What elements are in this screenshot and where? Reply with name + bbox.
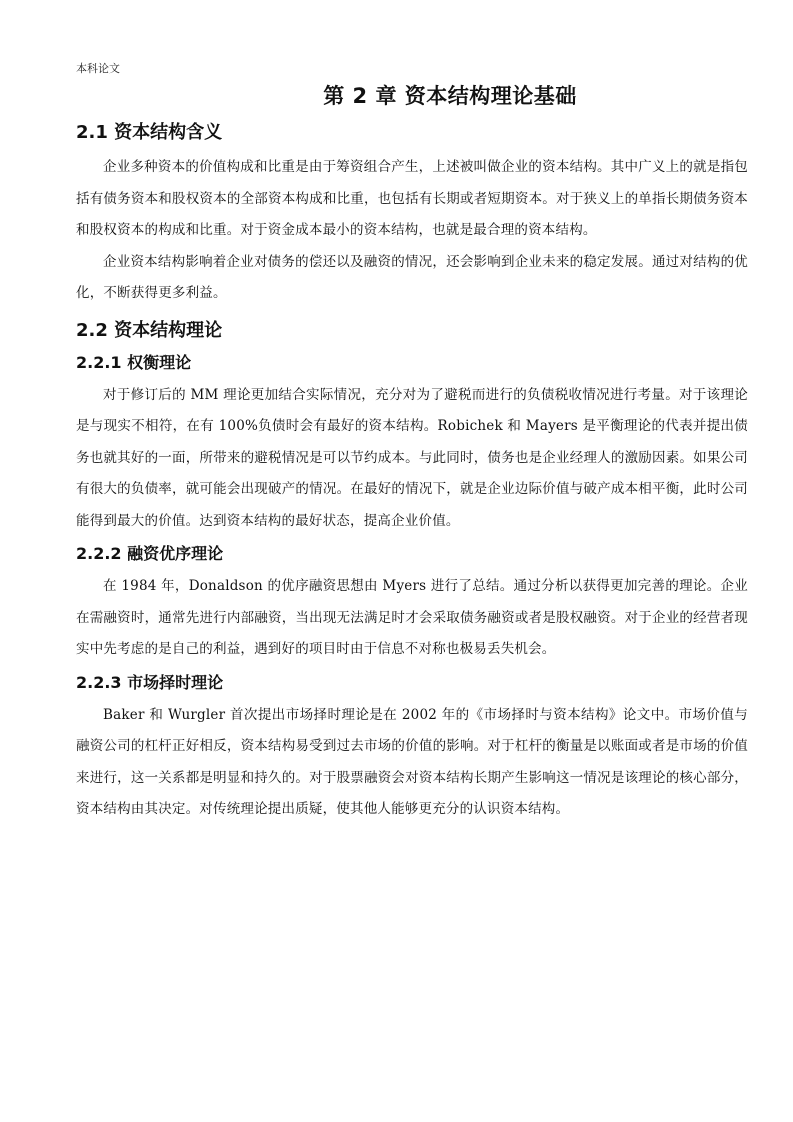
section-heading-2-1: 2.1 资本结构含义 <box>76 122 223 143</box>
paragraph: 企业多种资本的价值构成和比重是由于筹资组合产生，上述被叫做企业的资本结构。其中广义上的就是指包括有债务资本和股权资本的全部资本构成和比重，也包括有长期或者短期资本。对于狭义上的单指长期债务资本和股权资本的构成和比重。对于资金成本最小的资本结构，也就是最合理的资本结构。 <box>76 159 748 238</box>
paragraph: 企业资本结构影响着企业对债务的偿还以及融资的情况，还会影响到企业未来的稳定发展。通过对结构的优化，不断获得更多利益。 <box>76 253 748 301</box>
section-heading-2-2: 2.2 资本结构理论 <box>76 319 223 341</box>
subsection-heading-2-2-1: 2.2.1 权衡理论 <box>76 352 192 372</box>
chapter-title: 第 2 章 资本结构理论基础 <box>323 84 577 108</box>
paragraph: 在 1984 年，Donaldson 的优序融资思想由 Myers 进行了总结。通过分析以获得更加完善的理论。企业在需融资时，通常先进行内部融资，当出现无法满足时才会采取债务融资或者是股权融资。对于企业的经营者现实中先考虑的是自己的利益，遇到好的项目时由于信息不对称也极易丢失机会。 <box>76 578 748 657</box>
running-header: 本科论文 <box>76 62 120 75</box>
page-content <box>76 80 748 826</box>
subsection-heading-2-2-2: 2.2.2 融资优序理论 <box>76 544 224 563</box>
paragraph: Baker 和 Wurgler 首次提出市场择时理论是在 2002 年的《市场择时与资本结构》论文中。市场价值与融资公司的杠杆正好相反，资本结构易受到过去市场的价值的影响。对于杠杆的衡量是以账面或者是市场的价值来进行，这一关系都是明显和持久的。对于股票融资会对资本结构长期产生影响这一情况是该理论的核心部分，资本结构由其决定。对传统理论提出质疑，使其他人能够更充分的认识资本结构。 <box>76 706 748 817</box>
subsection-heading-2-2-3: 2.2.3 市场择时理论 <box>76 672 224 692</box>
paragraph: 对于修订后的 MM 理论更加结合实际情况，充分对为了避税而进行的负债税收情况进行考量。对于该理论是与现实不相符，在有 100%负债时会有最好的资本结构。Robichek 和 Mayers 是平衡理论的代表并提出债务也就其好的一面，所带来的避税情况是可以节约成本。与此同时，债务也是企业经理人的激励因素。如果公司有很大的负债率，就可能会出现破产的情况。在最好的情况下，就是企业边际价值与破产成本相平衡，此时公司能得到最大的价值。达到资本结构的最好状态，提高企业价值。 <box>76 386 748 529</box>
